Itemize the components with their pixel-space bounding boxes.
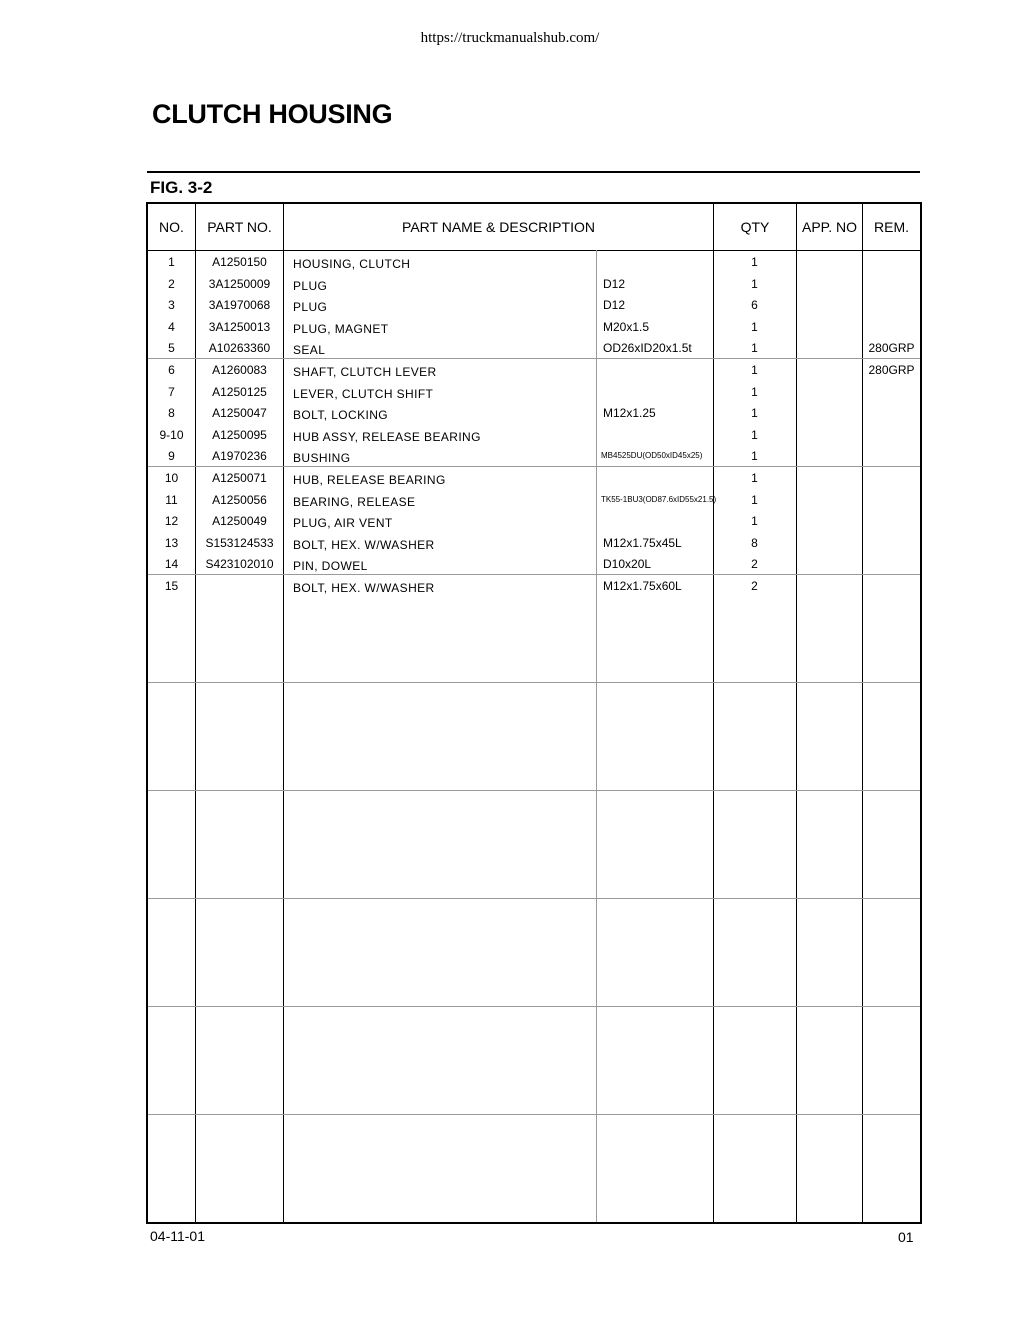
- cell-part-name: PLUG, AIR VENT: [293, 516, 393, 531]
- table-row: [148, 360, 920, 382]
- cell-spec: M12x1.75x45L: [603, 535, 682, 550]
- cell-spec: M12x1.75x60L: [603, 579, 682, 593]
- cell-part-name: HUB, RELEASE BEARING: [293, 473, 446, 487]
- cell-spec: D12: [603, 298, 626, 313]
- table-row: [148, 446, 920, 468]
- cell-qty: 2: [751, 579, 758, 593]
- cell-item-no: 5: [168, 341, 175, 356]
- parts-table: [146, 202, 922, 1224]
- table-row: [148, 511, 920, 533]
- figure-label: FIG. 3-2: [150, 178, 213, 197]
- title-divider: [147, 171, 920, 173]
- cell-item-no: 13: [164, 535, 179, 550]
- cell-part-name: PIN, DOWEL: [293, 559, 368, 574]
- row-divider: [148, 682, 920, 683]
- cell-item-no: 1: [168, 255, 175, 269]
- cell-part-name: BOLT, HEX. W/WASHER: [293, 581, 435, 595]
- cell-item-no: 3: [168, 298, 175, 313]
- cell-qty: 1: [751, 255, 758, 269]
- source-url: https://truckmanualshub.com/: [420, 30, 600, 46]
- cell-qty: 2: [751, 557, 758, 572]
- cell-item-no: 14: [164, 557, 179, 572]
- cell-part-no: 3A1970068: [208, 298, 271, 313]
- cell-part-no: 3A1250009: [208, 276, 271, 291]
- cell-part-name: PLUG: [293, 300, 328, 315]
- table-row: [148, 338, 920, 360]
- table-row: [148, 468, 920, 490]
- cell-part-no: A1250049: [212, 514, 267, 529]
- table-row: [148, 554, 920, 576]
- col-no-header: NO.: [159, 219, 184, 235]
- cell-part-name: SEAL: [293, 343, 326, 358]
- cell-spec: MB4525DU(OD50xID45x25): [601, 451, 703, 461]
- footer-page-number: 01: [898, 1229, 914, 1245]
- cell-spec: M12x1.25: [603, 406, 656, 421]
- cell-part-no: A1250056: [212, 492, 267, 507]
- cell-qty: 1: [751, 341, 758, 356]
- cell-spec: D12: [603, 276, 626, 291]
- cell-part-no: A1970236: [212, 449, 267, 464]
- col-app-no-header: APP. NO: [802, 219, 857, 235]
- cell-part-name: LEVER, CLUTCH SHIFT: [293, 386, 434, 401]
- cell-item-no: 8: [168, 406, 175, 421]
- table-row: [148, 425, 920, 447]
- cell-spec: OD26xID20x1.5t: [603, 341, 692, 356]
- cell-rem: 280GRP: [868, 341, 915, 356]
- cell-part-no: A1250125: [212, 384, 267, 399]
- cell-item-no: 4: [168, 319, 175, 334]
- cell-part-no: A1250071: [212, 471, 267, 485]
- cell-qty: 1: [751, 514, 758, 529]
- table-row: [148, 317, 920, 339]
- cell-part-name: SHAFT, CLUTCH LEVER: [293, 365, 437, 379]
- cell-item-no: 6: [168, 363, 175, 377]
- col-qty-header: QTY: [740, 219, 770, 235]
- cell-part-no: A1250047: [212, 406, 267, 421]
- cell-part-name: BOLT, LOCKING: [293, 408, 389, 423]
- table-row: [148, 403, 920, 425]
- row-divider: [148, 1006, 920, 1007]
- cell-spec: D10x20L: [603, 557, 652, 572]
- cell-part-name: PLUG, MAGNET: [293, 321, 389, 336]
- cell-part-no: A1250095: [212, 427, 267, 442]
- table-row: [148, 295, 920, 317]
- cell-part-no: A10263360: [208, 341, 271, 356]
- cell-qty: 1: [751, 492, 758, 507]
- cell-qty: 1: [751, 319, 758, 334]
- cell-item-no: 9-10: [159, 427, 184, 442]
- cell-qty: 1: [751, 363, 758, 377]
- table-row: [148, 533, 920, 555]
- cell-item-no: 7: [168, 384, 175, 399]
- row-divider: [148, 790, 920, 791]
- col-part-no-header: PART NO.: [207, 219, 272, 235]
- cell-qty: 1: [751, 427, 758, 442]
- row-divider: [148, 898, 920, 899]
- cell-item-no: 12: [164, 514, 179, 529]
- cell-part-no: S423102010: [205, 557, 274, 572]
- cell-part-no: 3A1250013: [208, 319, 271, 334]
- cell-item-no: 11: [165, 492, 178, 507]
- cell-part-name: HOUSING, CLUTCH: [293, 257, 411, 271]
- cell-item-no: 10: [164, 471, 179, 485]
- page-title: CLUTCH HOUSING: [152, 99, 393, 129]
- cell-qty: 1: [751, 276, 758, 291]
- cell-item-no: 15: [164, 579, 179, 593]
- cell-rem: 280GRP: [868, 363, 915, 377]
- cell-item-no: 2: [168, 276, 175, 291]
- col-rem-header: REM.: [874, 219, 909, 235]
- table-row: [148, 382, 920, 404]
- footer-date-code: 04-11-01: [150, 1228, 206, 1244]
- cell-qty: 6: [751, 298, 758, 313]
- cell-part-name: HUB ASSY, RELEASE BEARING: [293, 429, 481, 444]
- cell-part-name: PLUG: [293, 278, 328, 293]
- cell-qty: 8: [751, 535, 758, 550]
- cell-qty: 1: [751, 406, 758, 421]
- cell-part-no: A1260083: [212, 363, 267, 377]
- cell-part-name: BUSHING: [293, 451, 351, 466]
- table-row: [148, 576, 920, 598]
- cell-part-no: A1250150: [212, 255, 267, 269]
- table-row: [148, 490, 920, 512]
- table-row: [148, 274, 920, 296]
- cell-qty: 1: [751, 449, 758, 464]
- cell-qty: 1: [751, 471, 758, 485]
- cell-spec: TK55-1BU3(OD87.6xID55x21.5): [601, 494, 717, 504]
- col-part-name-header: PART NAME & DESCRIPTION: [402, 219, 595, 235]
- table-row: [148, 252, 920, 274]
- cell-part-name: BOLT, HEX. W/WASHER: [293, 537, 435, 552]
- cell-part-no: S153124533: [205, 535, 274, 550]
- cell-qty: 1: [751, 384, 758, 399]
- row-divider: [148, 1114, 920, 1115]
- cell-part-name: BEARING, RELEASE: [293, 494, 416, 509]
- table-header: [148, 204, 920, 251]
- cell-item-no: 9: [168, 449, 175, 464]
- cell-spec: M20x1.5: [603, 319, 650, 334]
